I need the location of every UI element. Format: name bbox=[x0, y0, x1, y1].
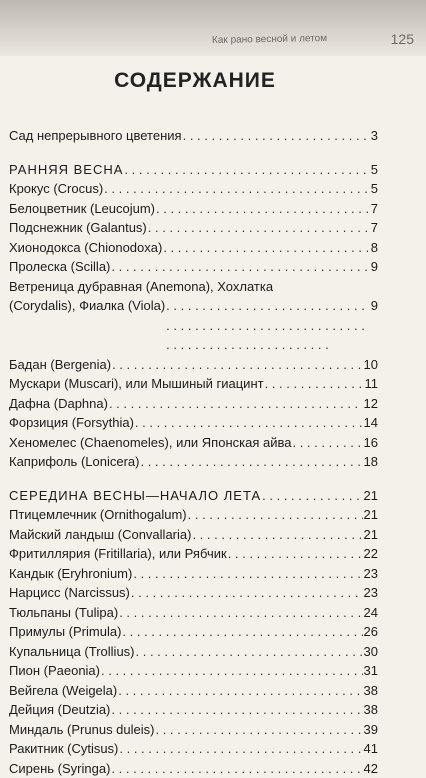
toc-entry-page: 42 bbox=[364, 759, 378, 778]
toc-entry-label: Миндаль (Prunus duleis) bbox=[9, 720, 154, 740]
toc-entry-label: Форзиция (Forsythia) bbox=[9, 413, 134, 433]
leader-dots bbox=[188, 505, 363, 525]
toc-entry[interactable] bbox=[9, 739, 378, 759]
toc-entry-label: Вейгела (Weigela) bbox=[9, 681, 117, 701]
toc-entry-page: 38 bbox=[364, 700, 378, 720]
leader-dots bbox=[119, 603, 362, 623]
toc-entry-label: Нарцисс (Narcissus) bbox=[9, 583, 130, 603]
toc-entry-page: 21 bbox=[364, 505, 378, 525]
toc-entry-label: Купальница (Trollius) bbox=[9, 642, 135, 662]
toc-entry-page: 21 bbox=[364, 525, 378, 545]
toc-entry[interactable] bbox=[9, 413, 378, 433]
toc-entry[interactable] bbox=[9, 759, 378, 778]
toc-section-mid-spring[interactable] bbox=[9, 486, 378, 506]
leader-dots bbox=[101, 661, 363, 681]
toc-entry-label: Каприфоль (Lonicera) bbox=[9, 452, 139, 472]
toc-entry[interactable] bbox=[9, 622, 378, 642]
section-heading: РАННЯЯ ВЕСНА bbox=[9, 160, 123, 180]
toc-entry[interactable] bbox=[9, 257, 378, 277]
toc-entry[interactable] bbox=[9, 238, 378, 258]
toc-entry[interactable] bbox=[9, 355, 378, 375]
leader-dots bbox=[228, 544, 363, 564]
toc-entry[interactable] bbox=[9, 433, 378, 453]
toc-entry-page: 31 bbox=[364, 661, 378, 681]
toc-entry[interactable] bbox=[9, 199, 378, 219]
leader-dots bbox=[133, 564, 362, 584]
toc-entry[interactable] bbox=[9, 179, 378, 199]
toc-entry[interactable] bbox=[9, 452, 378, 472]
toc-entry[interactable] bbox=[9, 603, 378, 623]
page-header-strip bbox=[0, 0, 426, 56]
leader-dots bbox=[155, 720, 362, 740]
toc-entry-page: 26 bbox=[364, 622, 378, 642]
toc-entry-label: Пион (Paeonia) bbox=[9, 661, 100, 681]
toc-entry[interactable] bbox=[9, 525, 378, 545]
toc-section-early-spring[interactable] bbox=[9, 160, 378, 180]
toc-entry[interactable] bbox=[9, 720, 378, 740]
toc-entry-label: Примулы (Primula) bbox=[9, 622, 121, 642]
toc-entry-page: 30 bbox=[364, 642, 378, 662]
section-page: 5 bbox=[371, 160, 378, 180]
toc-entry-page: 23 bbox=[364, 564, 378, 584]
leader-dots bbox=[124, 160, 369, 180]
toc-entry-page: 22 bbox=[364, 544, 378, 564]
leader-dots bbox=[166, 296, 370, 355]
toc-entry-page: 41 bbox=[364, 739, 378, 759]
section-heading: СЕРЕДИНА ВЕСНЫ—НАЧАЛО ЛЕТА bbox=[9, 486, 261, 506]
toc-entry[interactable] bbox=[9, 544, 378, 564]
toc-entry-label-continued: (Corydalis), Фиалка (Viola) bbox=[9, 296, 165, 316]
leader-dots bbox=[262, 486, 362, 506]
toc-entry-label: Бадан (Bergenia) bbox=[9, 355, 111, 375]
toc-entry-page: 39 bbox=[364, 720, 378, 740]
toc-entry-label: Ветреница дубравная (Anemona), Хохлатка bbox=[9, 277, 378, 297]
toc-entry-label: Хеномелес (Chaenomeles), или Японская айва bbox=[9, 433, 291, 453]
leader-dots bbox=[135, 413, 363, 433]
leader-dots bbox=[112, 355, 362, 375]
toc-entry-page: 16 bbox=[364, 433, 378, 453]
leader-dots bbox=[111, 759, 362, 778]
toc-entry-label: Фритиллярия (Fritillaria), или Рябчик bbox=[9, 544, 227, 564]
leader-dots bbox=[265, 374, 364, 394]
leader-dots bbox=[163, 238, 369, 258]
page-title: СОДЕРЖАНИЕ bbox=[0, 69, 390, 93]
toc-entry[interactable] bbox=[9, 583, 378, 603]
toc-entry-label: Птицемлечник (Ornithogalum) bbox=[9, 505, 187, 525]
toc-entry-intro[interactable] bbox=[9, 126, 378, 146]
toc-entry[interactable] bbox=[9, 505, 378, 525]
toc-entry-page: 38 bbox=[364, 681, 378, 701]
toc-entry-page: 8 bbox=[371, 238, 378, 258]
leader-dots bbox=[136, 642, 363, 662]
toc-entry-page: 12 bbox=[364, 394, 378, 414]
toc-entry-page: 9 bbox=[371, 257, 378, 277]
toc-entry-label: Дейция (Deutzia) bbox=[9, 700, 110, 720]
toc-entry[interactable] bbox=[9, 681, 378, 701]
toc-entry-page: 24 bbox=[364, 603, 378, 623]
toc-entry-label: Пролеска (Scilla) bbox=[9, 257, 110, 277]
toc-entry-label: Ракитник (Cytisus) bbox=[9, 739, 118, 759]
toc-entry[interactable] bbox=[9, 700, 378, 720]
section-page: 21 bbox=[364, 486, 378, 506]
running-title: Как рано весной и летом bbox=[212, 33, 327, 46]
toc-entry-page: 18 bbox=[364, 452, 378, 472]
toc-entry[interactable] bbox=[9, 277, 378, 355]
toc-entry-page: 7 bbox=[371, 218, 378, 238]
toc-entry-label: Сад непрерывного цветения bbox=[9, 126, 182, 146]
header-page-number: 125 bbox=[391, 31, 414, 47]
toc-entry-label: Крокус (Crocus) bbox=[9, 179, 103, 199]
leader-dots bbox=[122, 622, 362, 642]
toc-entry-page: 5 bbox=[371, 179, 378, 199]
leader-dots bbox=[292, 433, 362, 453]
toc-entry-page: 3 bbox=[371, 126, 378, 146]
toc-entry-label: Кандык (Eryhronium) bbox=[9, 564, 132, 584]
leader-dots bbox=[109, 394, 363, 414]
leader-dots bbox=[119, 739, 362, 759]
leader-dots bbox=[111, 257, 369, 277]
toc-entry-label: Майский ландыш (Convallaria) bbox=[9, 525, 191, 545]
toc-entry-label: Дафна (Daphna) bbox=[9, 394, 108, 414]
leader-dots bbox=[140, 452, 362, 472]
toc-entry-label: Сирень (Syringa) bbox=[9, 759, 110, 778]
toc-entry-label: Хионодокса (Chionodoxa) bbox=[9, 238, 162, 258]
toc-entry-label: Тюльпаны (Tulipa) bbox=[9, 603, 118, 623]
toc-entry[interactable] bbox=[9, 394, 378, 414]
toc-entry[interactable] bbox=[9, 642, 378, 662]
toc-entry-page: 14 bbox=[364, 413, 378, 433]
toc-entry-page: 7 bbox=[371, 199, 378, 219]
toc-entry-page: 9 bbox=[371, 296, 378, 316]
toc-entry[interactable] bbox=[9, 564, 378, 584]
leader-dots bbox=[183, 126, 370, 146]
toc-entry[interactable] bbox=[9, 374, 378, 394]
leader-dots bbox=[148, 218, 370, 238]
leader-dots bbox=[111, 700, 362, 720]
toc-entry-page: 23 bbox=[364, 583, 378, 603]
leader-dots bbox=[104, 179, 370, 199]
toc-entry-label: Подснежник (Galantus) bbox=[9, 218, 147, 238]
toc-entry-label: Мускари (Muscari), или Мышиный гиацинт bbox=[9, 374, 264, 394]
toc-entry-page: 10 bbox=[364, 355, 378, 375]
leader-dots bbox=[192, 525, 362, 545]
leader-dots bbox=[156, 199, 370, 219]
toc-entry[interactable] bbox=[9, 661, 378, 681]
toc-entry[interactable] bbox=[9, 218, 378, 238]
table-of-contents bbox=[9, 126, 378, 778]
leader-dots bbox=[118, 681, 362, 701]
toc-entry-page: 11 bbox=[365, 374, 379, 394]
leader-dots bbox=[131, 583, 363, 603]
toc-entry-label: Белоцветник (Leucojum) bbox=[9, 199, 155, 219]
